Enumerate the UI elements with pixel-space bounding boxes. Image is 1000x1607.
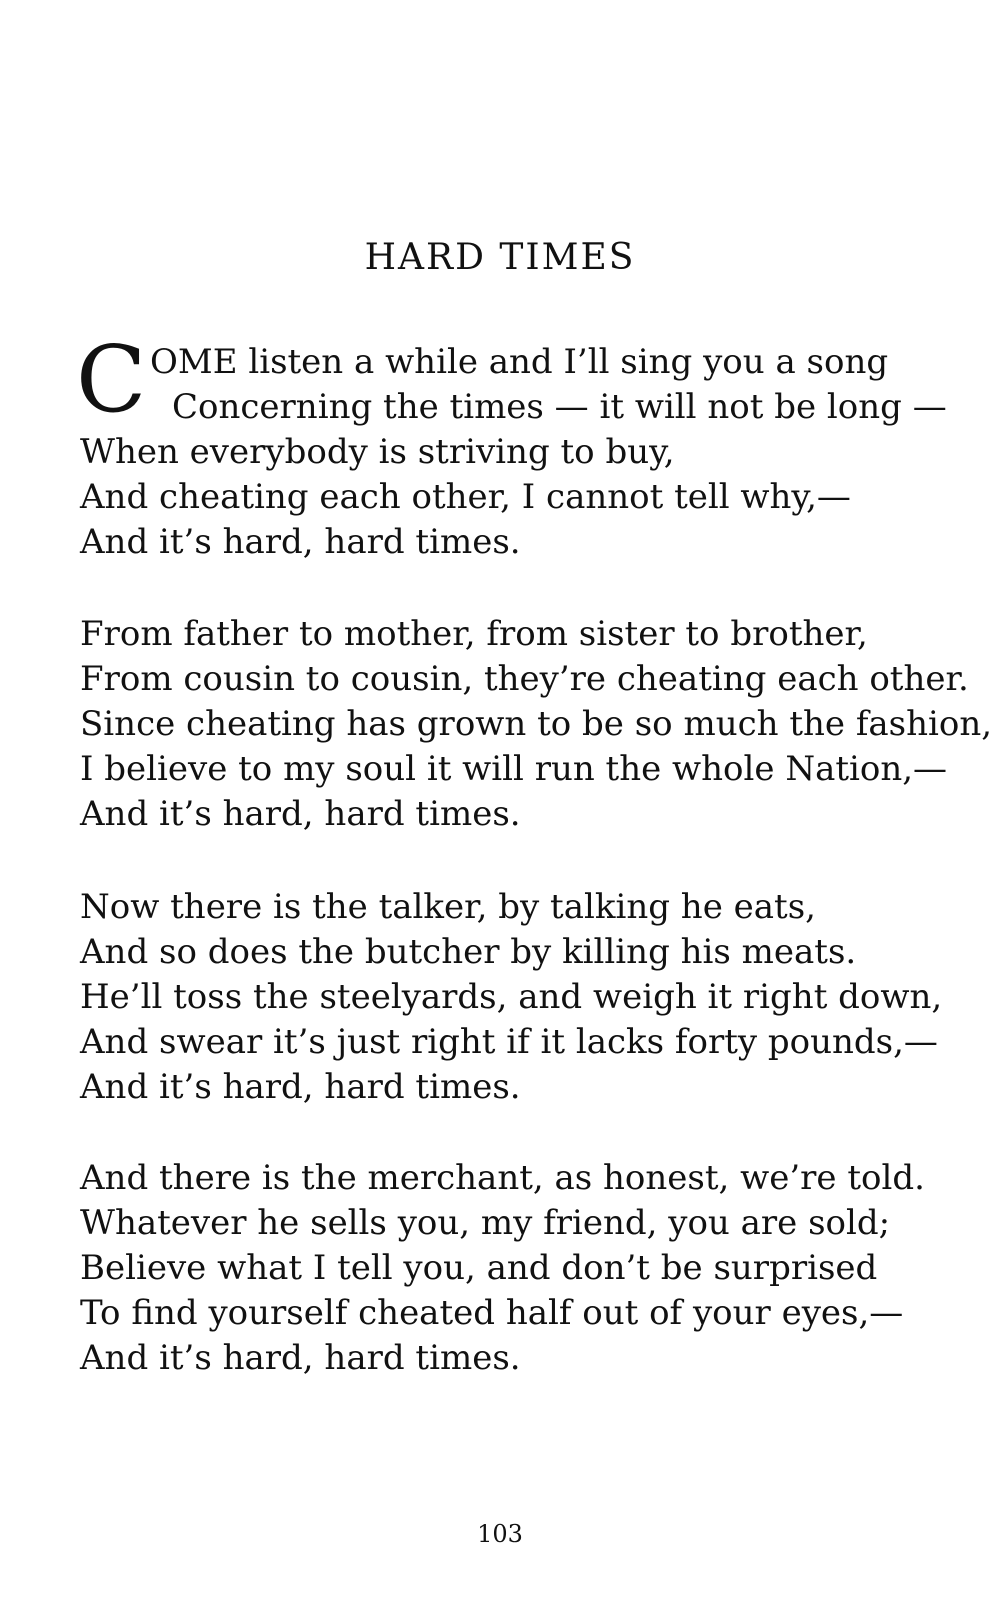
stanza-2 bbox=[80, 612, 993, 837]
stanza-4-line-2: Whatever he sells you, my friend, you are sold; bbox=[80, 1203, 891, 1243]
stanza-4 bbox=[80, 1156, 960, 1381]
stanza-1-line-3: When everybody is striving to buy, bbox=[80, 432, 675, 472]
stanza-3 bbox=[80, 885, 960, 1110]
stanza-4-line-3: Believe what I tell you, and don’t be surprised bbox=[80, 1248, 878, 1288]
opening-lines bbox=[76, 326, 960, 433]
stanza-3-line-1: Now there is the talker, by talking he eats, bbox=[80, 887, 816, 927]
stanza-1 bbox=[76, 326, 960, 565]
stanza-1-line-4: And cheating each other, I cannot tell why,— bbox=[80, 477, 851, 517]
page-number: 103 bbox=[477, 1520, 523, 1548]
stanza-2-line-4: I believe to my soul it will run the whole Nation,— bbox=[80, 749, 948, 789]
stanza-4-line-1: And there is the merchant, as honest, we’re told. bbox=[80, 1158, 925, 1198]
stanza-4-line-4: To find yourself cheated half out of your eyes,— bbox=[80, 1293, 904, 1333]
drop-cap: C bbox=[76, 326, 147, 433]
stanza-2-refrain: And it’s hard, hard times. bbox=[80, 794, 521, 834]
stanza-1-refrain: And it’s hard, hard times. bbox=[80, 522, 521, 562]
stanza-3-line-2: And so does the butcher by killing his meats. bbox=[80, 932, 857, 972]
stanza-2-line-1: From father to mother, from sister to brother, bbox=[80, 614, 868, 654]
poem-title: HARD TIMES bbox=[364, 237, 636, 278]
stanza-2-line-3: Since cheating has grown to be so much the fashion, bbox=[80, 704, 993, 744]
stanza-3-refrain: And it’s hard, hard times. bbox=[80, 1067, 521, 1107]
stanza-3-line-3: He’ll toss the steelyards, and weigh it right down, bbox=[80, 977, 943, 1017]
stanza-1-line-1: OME listen a while and I’ll sing you a song bbox=[150, 342, 889, 382]
stanza-4-refrain: And it’s hard, hard times. bbox=[80, 1338, 521, 1378]
stanza-1-line-2: Concerning the times — it will not be long — bbox=[172, 387, 947, 427]
stanza-2-line-2: From cousin to cousin, they’re cheating each other. bbox=[80, 659, 969, 699]
stanza-3-line-4: And swear it’s just right if it lacks forty pounds,— bbox=[80, 1022, 938, 1062]
